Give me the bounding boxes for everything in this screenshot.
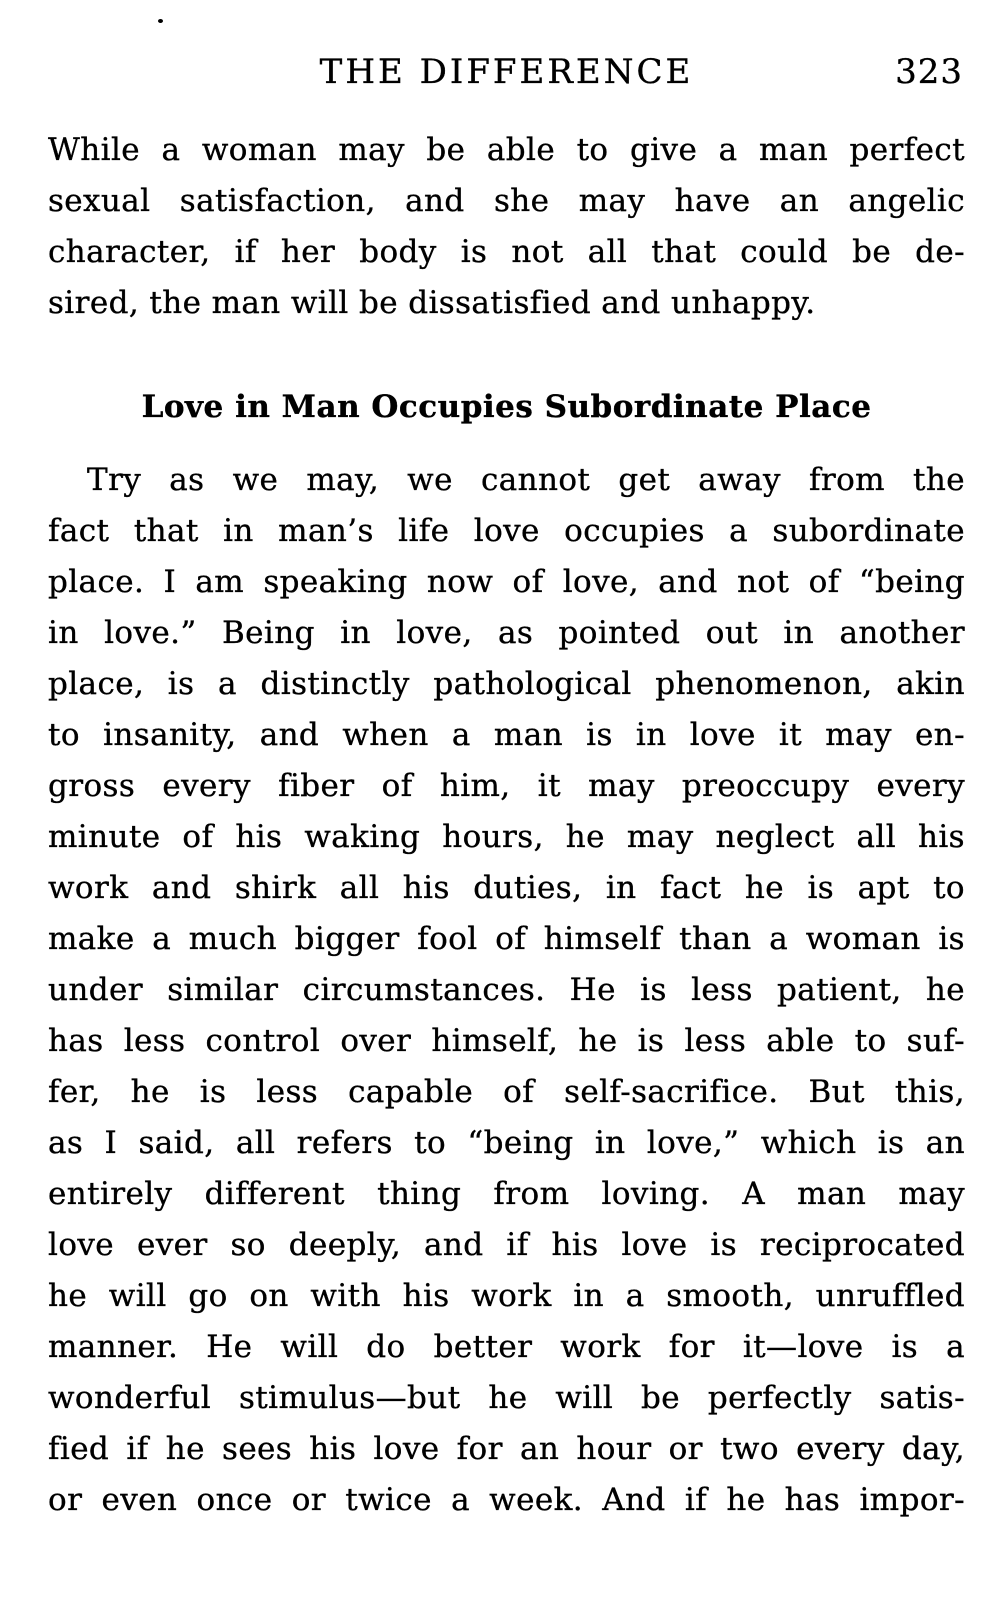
paragraph-2	[48, 455, 965, 1526]
text-line: sexual satisfaction, and she may have an angelic	[48, 183, 965, 219]
text-line: sired, the man will be dissatisfied and unhappy.	[48, 285, 816, 321]
paragraph-1	[48, 125, 965, 329]
page-number: 323	[895, 52, 963, 92]
text-line: entirely different thing from loving. A man may	[48, 1176, 965, 1212]
text-line: gross every fiber of him, it may preoccupy every	[48, 768, 965, 804]
text-line: place. I am speaking now of love, and not of “being	[48, 564, 965, 600]
text-line: manner. He will do better work for it—love is a	[48, 1329, 965, 1365]
text-line: under similar circumstances. He is less patient, he	[48, 972, 965, 1008]
scan-artifact-dot	[158, 19, 163, 23]
text-line: character, if her body is not all that could be de-	[48, 234, 965, 270]
page-header	[48, 52, 965, 92]
text-line: fied if he sees his love for an hour or two every day,	[48, 1431, 965, 1467]
text-line: in love.” Being in love, as pointed out in another	[48, 615, 965, 651]
text-line: work and shirk all his duties, in fact he is apt to	[48, 870, 965, 906]
text-line: While a woman may be able to give a man perfect	[48, 132, 965, 168]
text-line: place, is a distinctly pathological phenomenon, akin	[48, 666, 965, 702]
text-line: or even once or twice a week. And if he has impor-	[48, 1482, 965, 1518]
text-line: as I said, all refers to “being in love,” which is an	[48, 1125, 965, 1161]
text-line: Try as we may, we cannot get away from the	[87, 462, 965, 498]
text-line: fact that in man’s life love occupies a subordinate	[48, 513, 965, 549]
text-line: wonderful stimulus—but he will be perfectly satis-	[48, 1380, 965, 1416]
text-line: to insanity, and when a man is in love it may en-	[48, 717, 965, 753]
text-line: has less control over himself, he is less able to suf-	[48, 1023, 965, 1059]
text-line: make a much bigger fool of himself than a woman is	[48, 921, 965, 957]
running-head-title: THE DIFFERENCE	[319, 52, 694, 92]
text-line: minute of his waking hours, he may neglect all his	[48, 819, 965, 855]
section-heading: Love in Man Occupies Subordinate Place	[141, 389, 872, 425]
text-line: he will go on with his work in a smooth, unruffled	[48, 1278, 965, 1314]
text-line: fer, he is less capable of self-sacrifice. But this,	[48, 1074, 965, 1110]
text-line: love ever so deeply, and if his love is reciprocated	[48, 1227, 965, 1263]
